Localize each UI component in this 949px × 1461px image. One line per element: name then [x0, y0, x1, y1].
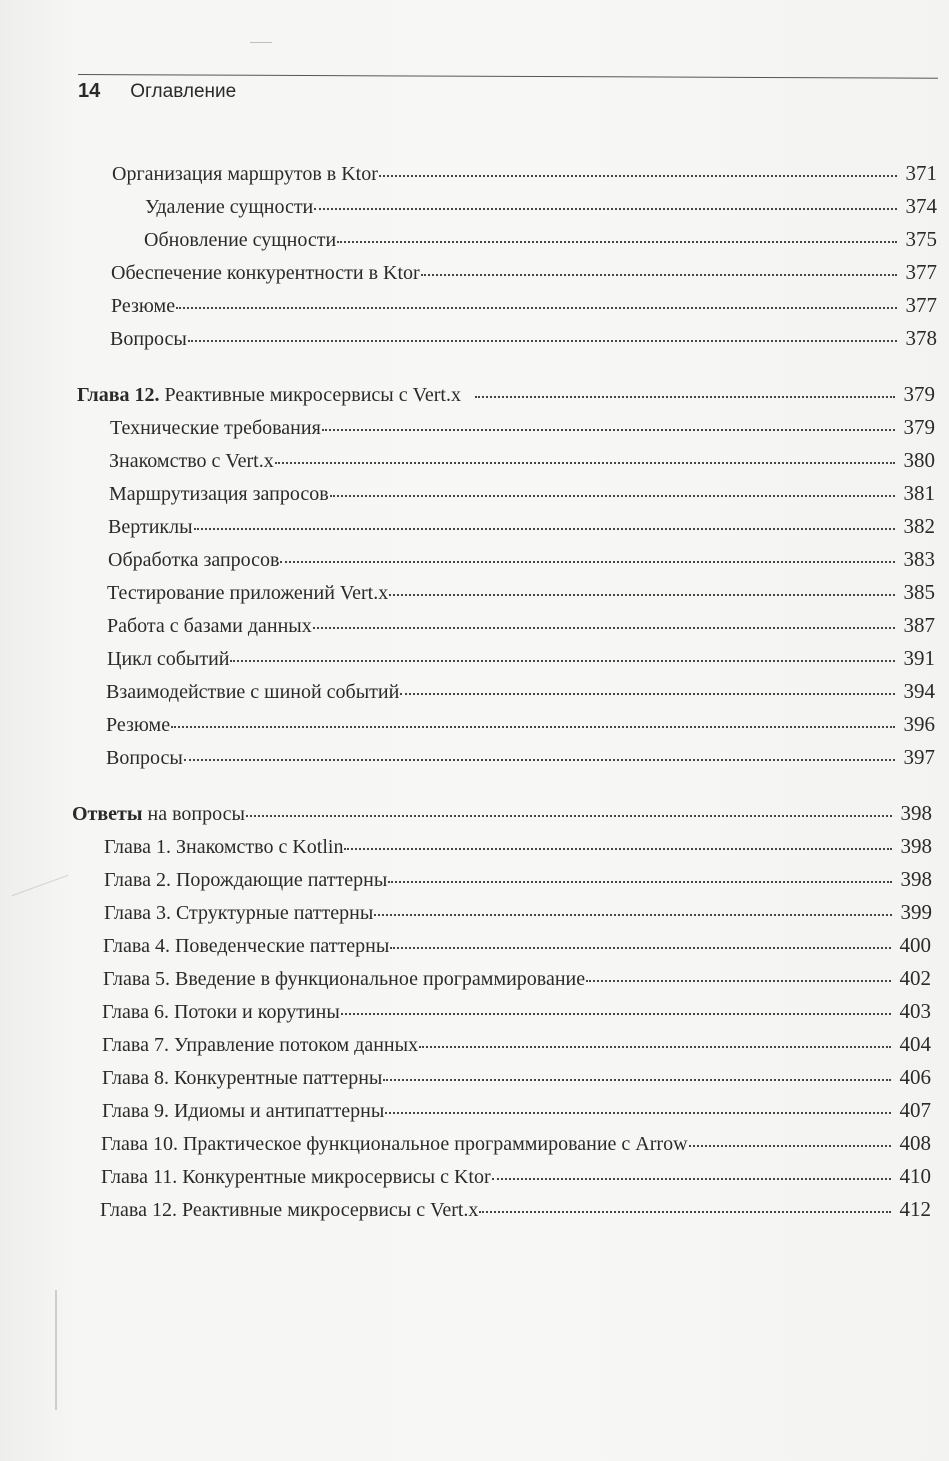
chapter-prefix: Ответы: [72, 803, 143, 825]
dot-leader: [419, 1046, 891, 1048]
toc-entry[interactable]: [108, 514, 935, 539]
toc-entry-label: Взаимодействие с шиной событий: [106, 681, 400, 703]
dot-leader: [421, 274, 897, 276]
dot-leader: [388, 881, 892, 883]
toc-entry[interactable]: [104, 867, 932, 892]
chapter-title: на вопросы: [147, 803, 245, 825]
toc-entry-label: Обеспечение конкурентности в Ktor: [111, 262, 420, 284]
dot-leader: [341, 1013, 891, 1015]
dot-leader: [314, 208, 897, 210]
dot-leader: [383, 1079, 891, 1081]
toc-entry-label: Вопросы: [110, 328, 187, 350]
scan-speck: [250, 42, 272, 43]
toc-entry-label: Обновление сущности: [144, 229, 337, 251]
toc-entry-page: 412: [899, 1197, 931, 1221]
header-rule: [78, 74, 938, 79]
toc-entry-page: 374: [905, 194, 937, 218]
dot-leader: [479, 1211, 891, 1213]
toc-entry-label: Глава 4. Поведенческие паттерны: [103, 935, 390, 957]
toc-entry[interactable]: [109, 448, 935, 473]
toc-entry-page: 377: [905, 260, 937, 284]
chapter-page: 379: [903, 382, 935, 406]
toc-entry[interactable]: [145, 194, 937, 219]
dot-leader: [313, 627, 895, 629]
toc-entry[interactable]: [110, 326, 937, 351]
toc-entry[interactable]: [103, 933, 931, 958]
toc-entry[interactable]: [101, 1131, 931, 1156]
toc-entry[interactable]: [103, 966, 931, 991]
dot-leader: [188, 340, 897, 342]
dot-leader: [385, 1112, 891, 1114]
toc-entry-label: Обработка запросов: [108, 549, 280, 571]
toc-entry-page: 385: [903, 580, 935, 604]
dot-leader: [230, 660, 895, 662]
toc-entry-page: 396: [903, 712, 935, 736]
toc-entry[interactable]: [102, 999, 931, 1024]
toc-entry-label: Маршрутизация запросов: [109, 483, 329, 505]
dot-leader: [390, 947, 891, 949]
page-header: [78, 80, 236, 110]
toc-entry[interactable]: [107, 646, 935, 671]
toc-entry-page: 378: [905, 326, 937, 350]
toc-entry-page: 387: [903, 613, 935, 637]
toc-entry[interactable]: [102, 1098, 931, 1123]
dot-leader: [280, 561, 895, 563]
toc-entry-label: Цикл событий: [107, 648, 230, 670]
chapter-prefix: Глава 12.: [77, 384, 160, 406]
toc-entry-page: 408: [899, 1131, 931, 1155]
toc-entry[interactable]: [106, 745, 935, 770]
toc-entry-label: Глава 11. Конкурентные микросервисы с Ktor: [101, 1166, 491, 1188]
toc-entry[interactable]: [144, 227, 937, 252]
dot-leader: [246, 815, 892, 817]
dot-leader: [379, 175, 897, 177]
toc-entry[interactable]: [106, 712, 935, 737]
toc-entry-page: 391: [903, 646, 935, 670]
dot-leader: [322, 429, 895, 431]
chapter-page: 398: [900, 801, 932, 825]
toc-entry-label: Вертиклы: [108, 516, 193, 538]
dot-leader: [184, 759, 895, 761]
toc-chapter-heading[interactable]: [72, 801, 932, 826]
toc-entry[interactable]: [102, 1032, 931, 1057]
toc-entry-page: 371: [905, 161, 937, 185]
toc-entry-label: Глава 5. Введение в функциональное программирование: [103, 968, 586, 990]
toc-entry-page: 402: [899, 966, 931, 990]
dot-leader: [176, 307, 897, 309]
toc-entry-page: 400: [899, 933, 931, 957]
toc-entry[interactable]: [112, 161, 937, 186]
toc-entry[interactable]: [109, 481, 935, 506]
chapter-heading-label: [72, 802, 245, 826]
running-title: Оглавление: [130, 81, 237, 102]
toc-entry-label: Глава 2. Порождающие паттерны: [104, 869, 388, 891]
toc-entry-label: Глава 6. Потоки и корутины: [102, 1001, 340, 1023]
dot-leader: [337, 241, 897, 243]
dot-leader: [475, 396, 895, 398]
page-number: 14: [78, 80, 101, 102]
toc-entry-page: 406: [899, 1065, 931, 1089]
toc-entry[interactable]: [111, 293, 937, 318]
toc-entry-label: Организация маршрутов в Ktor: [112, 163, 378, 185]
dot-leader: [400, 693, 895, 695]
toc-entry-page: 397: [903, 745, 935, 769]
toc-entry-label: Работа с базами данных: [107, 615, 312, 637]
toc-entry-label: Глава 1. Знакомство с Kotlin: [104, 836, 344, 858]
dot-leader: [275, 462, 895, 464]
toc-entry[interactable]: [111, 260, 937, 285]
dot-leader: [492, 1178, 891, 1180]
toc-chapter-heading[interactable]: [77, 382, 935, 407]
toc-entry-label: Вопросы: [106, 747, 183, 769]
toc-entry-page: 398: [900, 834, 932, 858]
toc-entry-page: 380: [903, 448, 935, 472]
toc-entry[interactable]: [102, 1065, 931, 1090]
toc-entry-label: Резюме: [111, 295, 176, 317]
chapter-title: Реактивные микросервисы с Vert.x: [164, 384, 461, 406]
toc-entry[interactable]: [104, 834, 932, 859]
toc-entry[interactable]: [107, 580, 935, 605]
dot-leader: [194, 528, 895, 530]
toc-entry-page: 377: [905, 293, 937, 317]
toc-entry[interactable]: [106, 679, 935, 704]
dot-leader: [389, 594, 895, 596]
dot-leader: [586, 980, 891, 982]
dot-leader: [171, 726, 895, 728]
toc-entry-label: Резюме: [106, 714, 171, 736]
toc-entry[interactable]: [110, 415, 935, 440]
toc-entry-label: Знакомство с Vert.x: [109, 450, 274, 472]
toc-entry-page: 394: [903, 679, 935, 703]
toc-entry[interactable]: [104, 900, 932, 925]
toc-entry-page: 407: [899, 1098, 931, 1122]
toc-entry[interactable]: [101, 1164, 931, 1189]
toc-entry-page: 403: [899, 999, 931, 1023]
toc-entry-page: 410: [899, 1164, 931, 1188]
toc-entry-label: Глава 3. Структурные паттерны: [104, 902, 374, 924]
toc-entry-page: 382: [903, 514, 935, 538]
dot-leader: [344, 848, 892, 850]
toc-entry[interactable]: [100, 1197, 931, 1222]
toc-entry-label: Глава 12. Реактивные микросервисы с Vert.x: [100, 1199, 479, 1221]
toc-entry-page: 404: [899, 1032, 931, 1056]
toc-entry-label: Глава 10. Практическое функциональное программирование с Arrow: [101, 1133, 688, 1155]
dot-leader: [374, 914, 892, 916]
toc-entry-page: 383: [903, 547, 935, 571]
toc-entry-page: 399: [900, 900, 932, 924]
toc-entry-label: Технические требования: [110, 417, 321, 439]
toc-entry-label: Удаление сущности: [145, 196, 314, 218]
toc-entry-page: 398: [900, 867, 932, 891]
toc-entry-label: Тестирование приложений Vert.x: [107, 582, 389, 604]
toc-entry[interactable]: [108, 547, 935, 572]
dot-leader: [689, 1145, 891, 1147]
toc-entry-page: 375: [905, 227, 937, 251]
dot-leader: [330, 495, 895, 497]
toc-entry[interactable]: [107, 613, 935, 638]
scan-edge-mark: [55, 1290, 57, 1410]
toc-entry-label: Глава 9. Идиомы и антипаттерны: [102, 1100, 385, 1122]
scan-fold-mark: [12, 875, 69, 896]
chapter-heading-label: [77, 383, 461, 407]
toc-entry-page: 379: [903, 415, 935, 439]
toc-entry-label: Глава 8. Конкурентные паттерны: [102, 1067, 383, 1089]
toc-entry-label: Глава 7. Управление потоком данных: [102, 1034, 419, 1056]
toc-entry-page: 381: [903, 481, 935, 505]
